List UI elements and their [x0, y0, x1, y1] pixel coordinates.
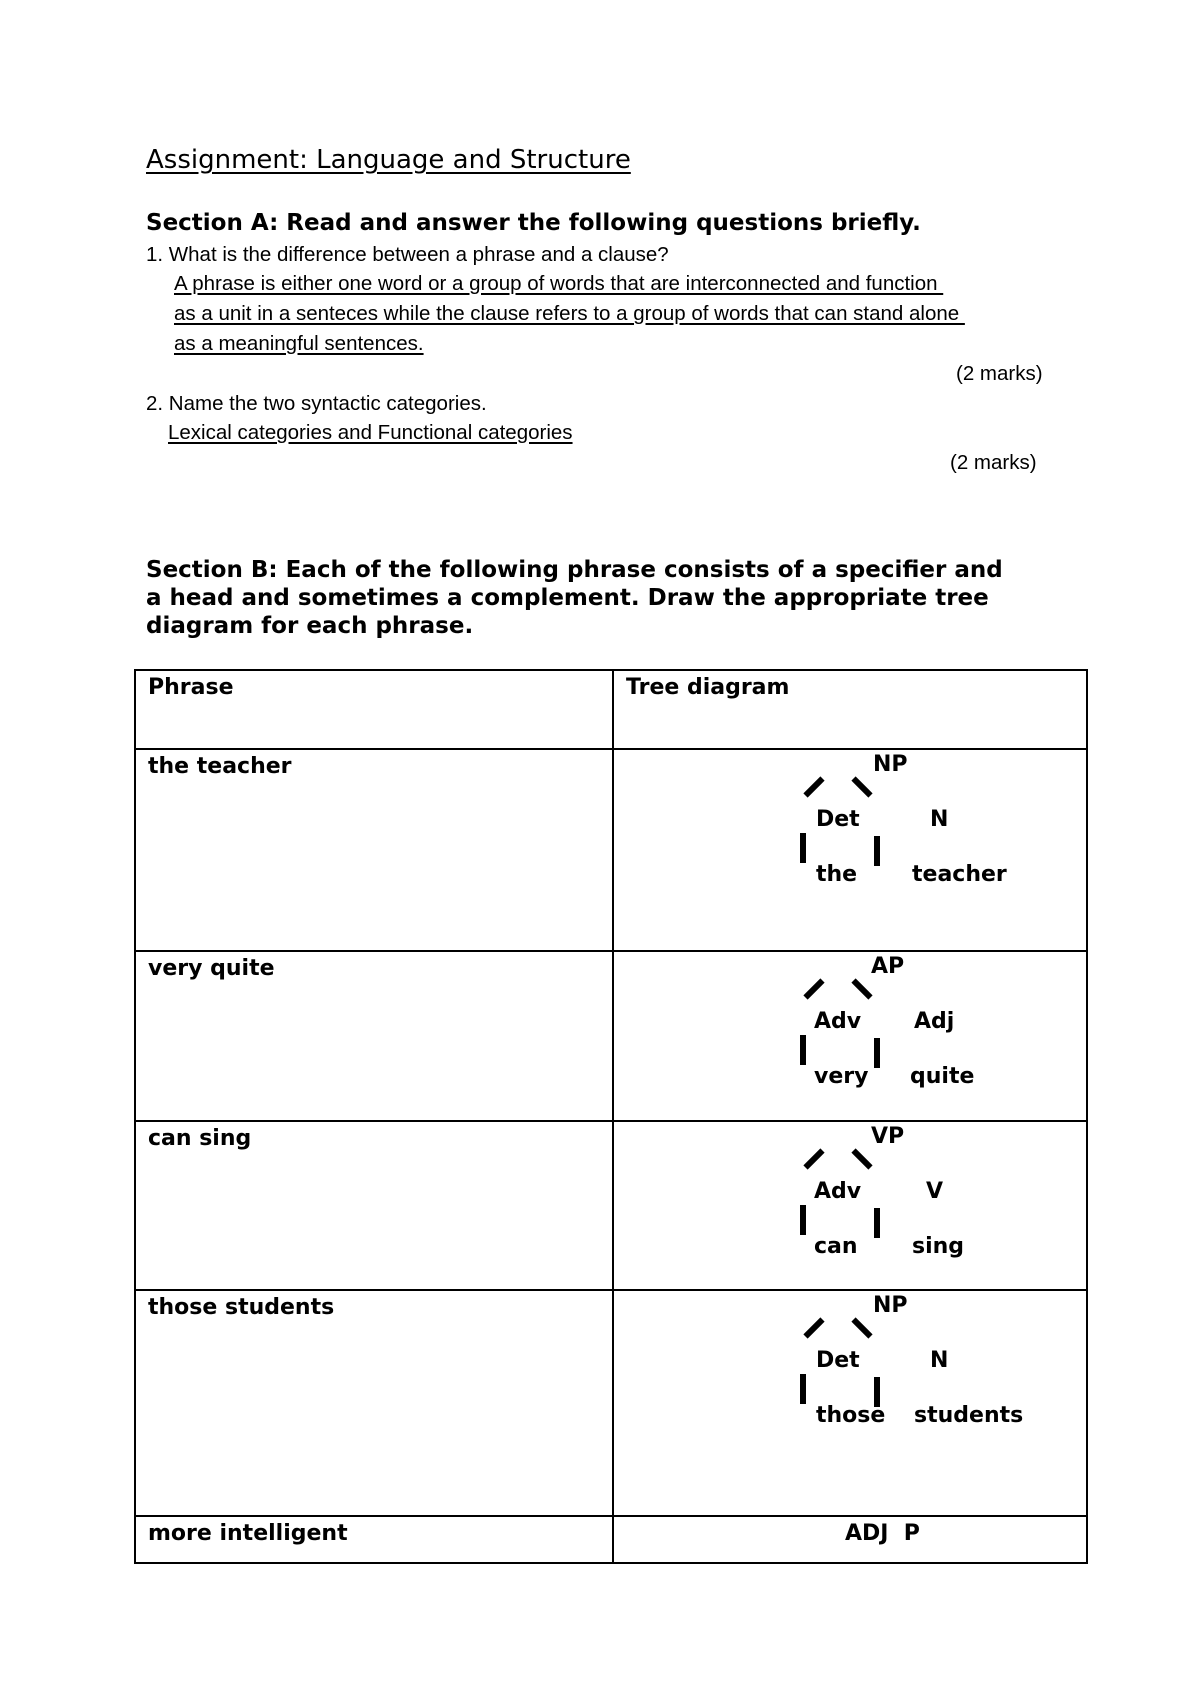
- tree-left-word: those: [816, 1403, 886, 1428]
- tree-root: ADJ P: [845, 1521, 920, 1546]
- right-branch: [851, 776, 872, 797]
- header-cell-phrase: [135, 670, 613, 749]
- tree-right-category: N: [930, 1348, 949, 1373]
- header-cell-tree: [613, 670, 1087, 749]
- left-stem: [800, 1374, 806, 1404]
- left-stem: [800, 833, 806, 863]
- right-branch: [851, 978, 872, 999]
- tree-cell: [613, 749, 1087, 951]
- tree-diagram: [614, 750, 1090, 950]
- table-header-row: [135, 670, 1087, 749]
- tree-right-category: N: [930, 807, 949, 832]
- header-tree-diagram: Tree diagram: [626, 675, 790, 700]
- phrase-cell: [135, 951, 613, 1121]
- phrase-text: very quite: [148, 956, 275, 981]
- tree-right-category: V: [926, 1179, 944, 1204]
- left-branch: [803, 776, 824, 797]
- phrase-text: those students: [148, 1295, 335, 1320]
- question-2-marks: (2 marks): [950, 451, 1037, 474]
- tree-diagram: [614, 1291, 1090, 1491]
- tree-right-category: Adj: [914, 1009, 955, 1034]
- table-row: [135, 1290, 1087, 1516]
- question-2: 2. Name the two syntactic categories.: [146, 392, 487, 415]
- tree-root: VP: [871, 1124, 905, 1149]
- tree-left-word: very: [814, 1064, 869, 1089]
- tree-left-category: Det: [816, 1348, 860, 1373]
- table-row: [135, 749, 1087, 951]
- table-row: [135, 951, 1087, 1121]
- tree-cell: [613, 1121, 1087, 1290]
- section-b-heading-line-1: Section B: Each of the following phrase consists of a specifier and: [146, 557, 1003, 583]
- answer-2: Lexical categories and Functional categories: [168, 421, 573, 444]
- right-branch: [851, 1148, 872, 1169]
- tree-cell: [613, 1516, 1087, 1563]
- phrase-tree-table: [134, 669, 1088, 1564]
- tree-right-word: quite: [910, 1064, 975, 1089]
- phrase-text: the teacher: [148, 754, 292, 779]
- tree-left-word: the: [816, 862, 858, 887]
- answer-1-line-3: as a meaningful sentences.: [174, 332, 424, 355]
- section-b-heading-line-2: a head and sometimes a complement. Draw the appropriate tree: [146, 585, 989, 611]
- phrase-cell: [135, 749, 613, 951]
- tree-right-word: students: [914, 1403, 1024, 1428]
- section-a-heading: Section A: Read and answer the following questions briefly.: [146, 210, 921, 236]
- question-1-marks: (2 marks): [956, 362, 1043, 385]
- tree-right-word: teacher: [912, 862, 1007, 887]
- tree-left-word: can: [814, 1234, 858, 1259]
- tree-diagram: [614, 1517, 1090, 1562]
- page-title: Assignment: Language and Structure: [146, 145, 631, 175]
- tree-root: NP: [873, 752, 908, 777]
- left-branch: [803, 1317, 824, 1338]
- left-branch: [803, 1148, 824, 1169]
- tree-root: NP: [873, 1293, 908, 1318]
- section-b-heading-line-3: diagram for each phrase.: [146, 613, 474, 639]
- left-stem: [800, 1035, 806, 1065]
- answer-1-line-2: as a unit in a senteces while the clause refers to a group of words that can stand alone: [174, 302, 965, 325]
- left-stem: [800, 1205, 806, 1235]
- tree-left-category: Det: [816, 807, 860, 832]
- phrase-text: can sing: [148, 1126, 252, 1151]
- tree-cell: [613, 1290, 1087, 1516]
- right-stem: [874, 1208, 880, 1238]
- right-branch: [851, 1317, 872, 1338]
- header-phrase: Phrase: [148, 675, 234, 700]
- phrase-cell: [135, 1290, 613, 1516]
- phrase-cell: [135, 1516, 613, 1563]
- right-stem: [874, 1038, 880, 1068]
- table-row: [135, 1516, 1087, 1563]
- tree-left-category: Adv: [814, 1179, 862, 1204]
- tree-right-word: sing: [912, 1234, 965, 1259]
- tree-root: AP: [871, 954, 905, 979]
- table-row: [135, 1121, 1087, 1290]
- tree-cell: [613, 951, 1087, 1121]
- phrase-cell: [135, 1121, 613, 1290]
- answer-1-line-1: A phrase is either one word or a group of words that are interconnected and function: [174, 272, 944, 295]
- right-stem: [874, 836, 880, 866]
- phrase-text: more intelligent: [148, 1521, 348, 1546]
- tree-left-category: Adv: [814, 1009, 862, 1034]
- question-1: 1. What is the difference between a phrase and a clause?: [146, 243, 669, 266]
- left-branch: [803, 978, 824, 999]
